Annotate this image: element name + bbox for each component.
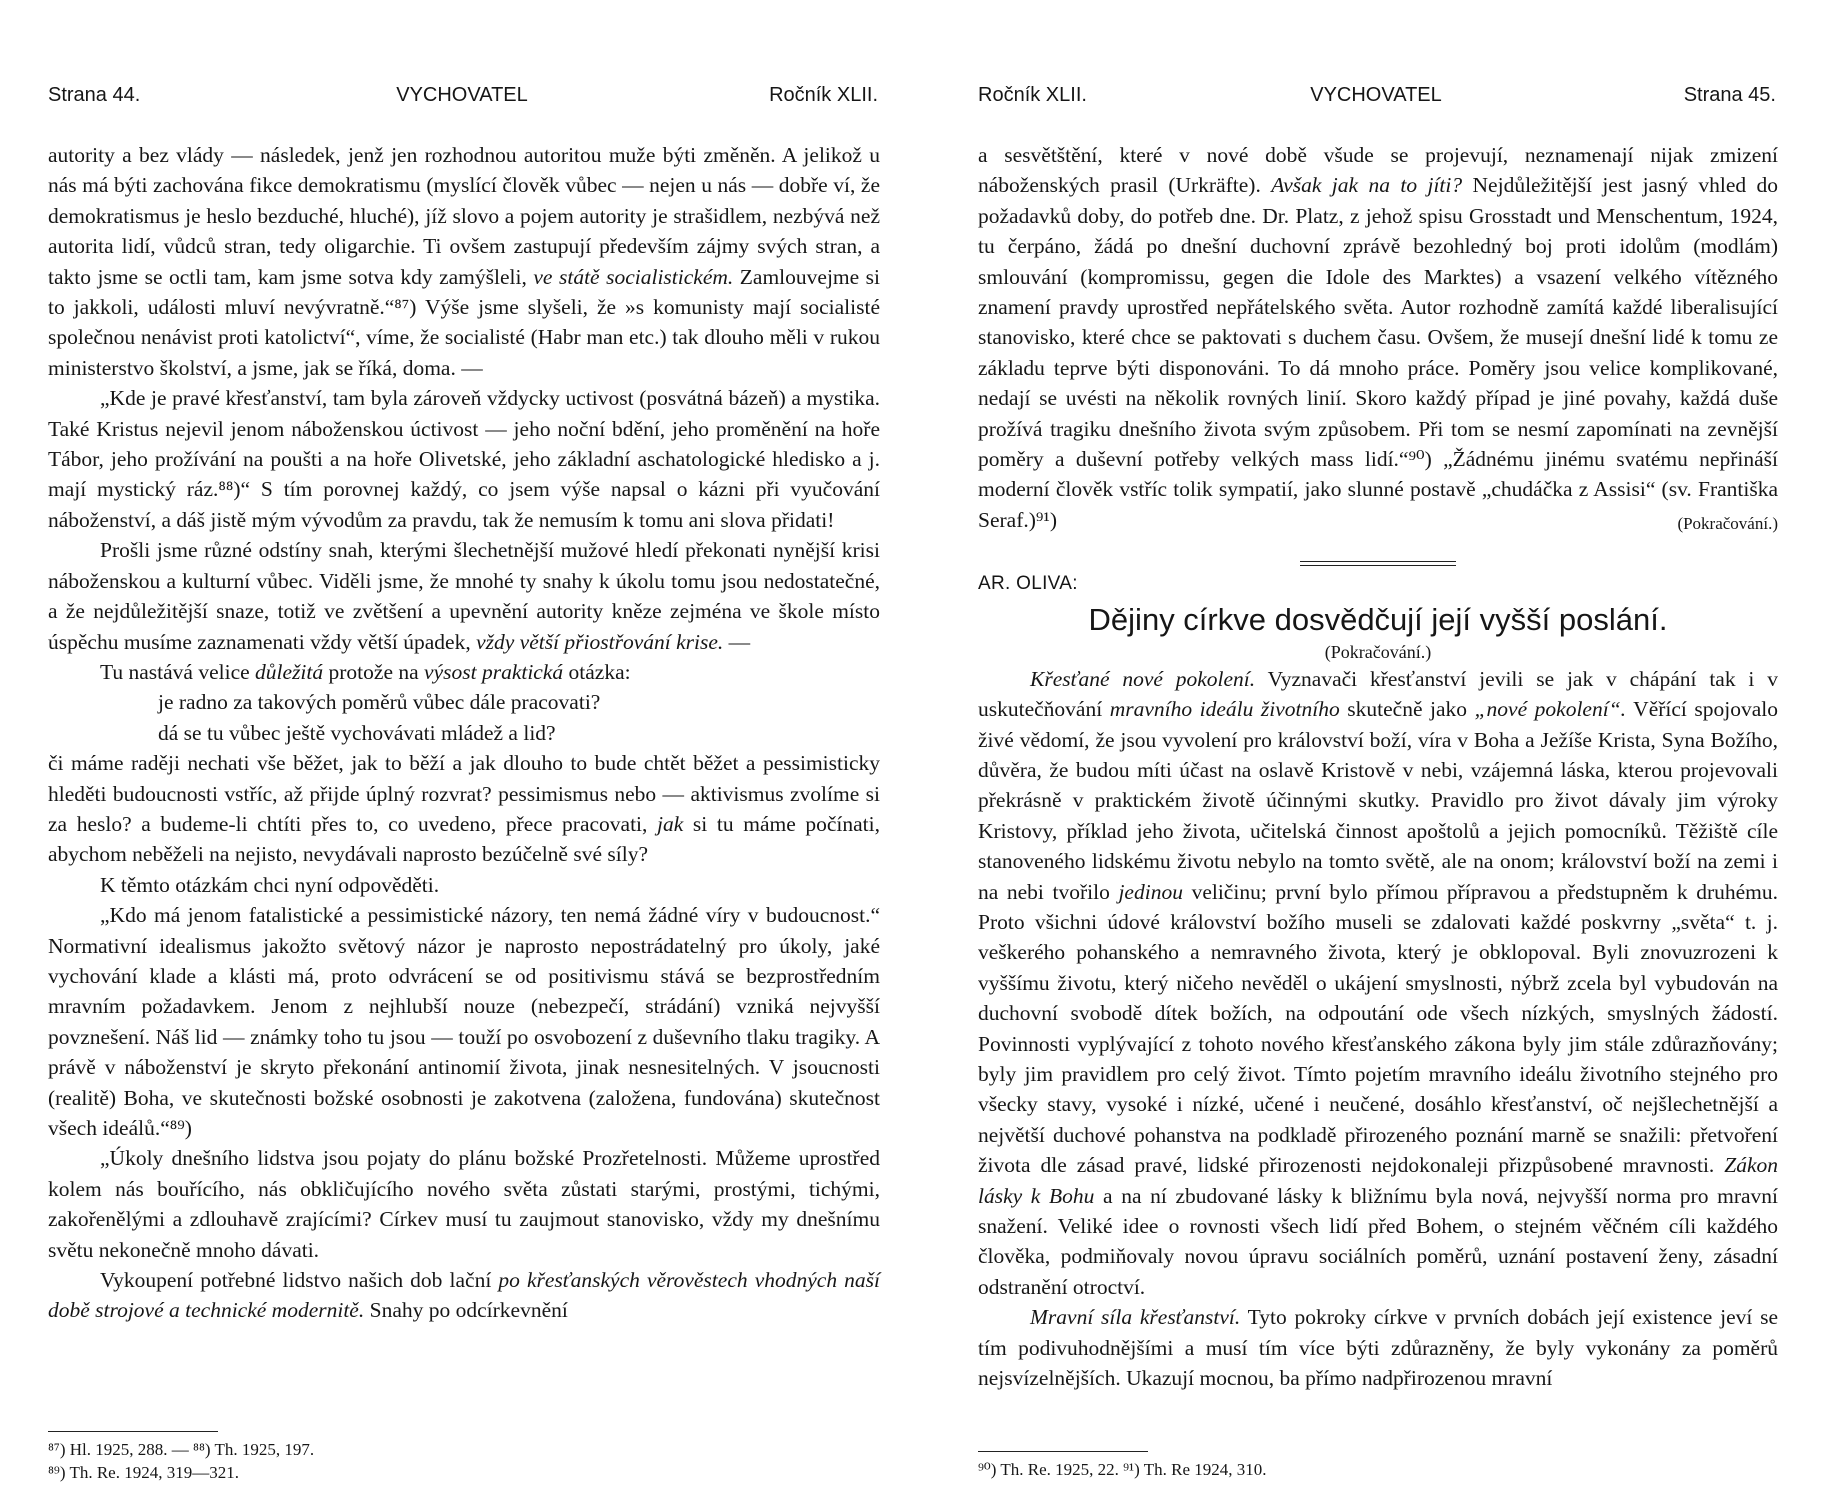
left-journal-title: VYCHOVATEL (396, 84, 528, 106)
footnote-rule (978, 1451, 1148, 1452)
question-line: je radno za takových poměrů vůbec dále pracovati? (158, 690, 601, 715)
paragraph (48, 535, 880, 657)
article-subtitle: (Pokračování.) (1324, 641, 1432, 662)
text-run: — (728, 629, 751, 654)
right-journal-title: VYCHOVATEL (1310, 84, 1442, 106)
right-page-number: Strana 45. (1683, 84, 1776, 106)
article-title: Dějiny církve dosvědčují její vyšší poslání. (1088, 601, 1668, 637)
text-run: skutečně jako (1347, 697, 1468, 722)
italic-run: vždy větší přiostřování krise. (476, 629, 724, 654)
text-run: Věřící spojovalo živé vědomí, že jsou vyvolení pro království boží, víra v Boha a Ježíše Krista, Syna Božího, důvěra, že budou míti účast na oslavě Kristově v nebi, vzájemná láska, kterou projevovali překrásně v praktickém životě účinnými skutky. Pravidlo pro život dávaly jim výroky Kristovy, příklad jeho života, učitelská činnost apoštolů a jejich pomocníků. Těžiště cíle stanoveného lidskému životu nebylo na tomto světě, ale na onom; království boží na zemi i na nebi tvořilo (978, 697, 1779, 904)
text-run: Tyto pokroky církve v prvních dobách její existence jeví se tím podivuhodnějšími a musí tím více býti zdůrazněny, že byly vykonány za poměrů nejsvízelnějších. Ukazují mocnou, ba přímo nadpřirozenou mravní (978, 1305, 1779, 1391)
paragraph (978, 1302, 1778, 1393)
footnote: ⁸⁹) Th. Re. 1924, 319—321. (48, 1463, 239, 1482)
right-page (970, 0, 1782, 1500)
italic-run: výsost praktická (424, 659, 564, 684)
right-volume: Ročník XLII. (978, 84, 1087, 106)
right-footnotes (978, 1433, 1778, 1481)
italic-run: Křesťané nové pokolení. (1030, 666, 1256, 691)
paragraph (48, 140, 880, 383)
text-run: otázka: (568, 659, 631, 684)
italic-run: Mravní síla křesťanství. (1030, 1305, 1241, 1330)
italic-run: po křesťanských věrověstech vhodných naší době strojové a technické modernitě. (48, 1268, 880, 1323)
text-run: veličinu; první bylo přímou přípravou a předstupněm k druhému. Proto všichni údové království božího museli se zdalovati každé poskvrny „světa“ t. j. veškerého pohanského a nemravného života, který je obklopoval. Byli znovuzrozeni k vyššímu životu, který ničeho nevěděl o ukájení smyslnosti, nýbrž zcela byl vybudován na duchovní svobodě dítek božích, na odpoutání ode všech nízkých, smyslných žádostí. Povinnosti vyplývající z tohoto nového křesťanského zákona byly jim stále zdůrazňovány; byly jim pravidlem pro celý život. Tímto pojetím mravního ideálu životního stejného pro všecky stavy, vysoké i nízké, učené i neučené, dosáhlo křesťanství, oč nejšlechetnější a největší duchové pohanstva na podkladě přirozeného poznání marně se snažili: přetvoření života dle zásad pravé, lidské přirozenosti nejdokonaleji přizpůsobené mravnosti. (978, 879, 1779, 1178)
paragraph (48, 748, 880, 870)
text-run: Vykoupení potřebné lidstvo našich dob lační (100, 1268, 492, 1293)
text-run: Tu nastává velice (100, 659, 250, 684)
italic-run: mravního ideálu životního (1109, 697, 1340, 722)
left-footnotes (48, 1413, 884, 1484)
left-page (40, 0, 884, 1500)
italic-run: jedinou (1118, 879, 1183, 904)
paragraph (48, 1265, 880, 1326)
text-run: Snahy po odcírkevnění (369, 1298, 568, 1323)
text-run: Nejdůležitější jest jasný vhled do požadavků doby, do potřeb dne. Dr. Platz, z jehož spisu Grosstadt und Menschentum, 1924, tu čerpáno, žádá po dnešní duchovní zprávě bezohledný boj proti idolům (modlám) smlouvání (kompromissu, gegen die Idole des Marktes) a vsazení velkého vítězného znamení pravdy uprostřed nepřátelského světa. Autor rozhodně zamítá každé liberalisující stanovisko, které chce se paktovati s duchem času. Ovšem, že musejí dnešní lidé k tomu ze základu teprve býti disponováni. To dá mnoho práce. Poměry jsou velice komplikované, nedají se uvésti na několik rovných linií. Skoro každý případ je jiné povahy, každá duše prožívá tragiku dnešního života svým způsobem. Při tom se nesmí zapomínati na zevnější poměry a duševní potřeby velkých mass lidí.“⁹⁰) „Žádnému jinému svatému nepřináší moderní člověk vstříc tolik sympatií, jako slunné postavě „chudáčka z Assisi“ (sv. Františka Seraf.)⁹¹) (978, 173, 1779, 532)
italic-run: „nové pokolení“. (1474, 697, 1627, 722)
italic-run: ve státě socialistickém. (533, 264, 734, 289)
italic-run: důležitá (255, 659, 324, 684)
paragraph (48, 657, 880, 687)
paragraph: „Úkoly dnešního lidstva jsou pojaty do plánu božské Prozřetelnosti. Můžeme uprostřed kolem nás bouřícího, nás obkličujícího nového světa zůstati starými, prostými, tichými, zakořenělými a zdlouhavě zrajícími? Církev musí tu zaujmout stanovisko, vždy my dnešnímu světu nekonečně mnoho dávati. (48, 1146, 880, 1262)
text-run: protože na (328, 659, 419, 684)
text-run: Zamlouvejme si to jakkoli, události mluví nevývratně.“⁸⁷) Výše jsme slyšeli, že »s komunisty mají socialisté společnou nenávist proti katolictví“, víme, že socialisté (Habr man etc.) tak dlouho měli v rukou ministerstvo školství, a jsme, jak se říká, doma. — (48, 264, 881, 380)
text-run: si tu máme počínati, abychom neběželi na nejisto, nevydávali naprosto bezúčelně své síly? (48, 811, 880, 867)
paragraph: „Kde je pravé křesťanství, tam byla zároveň vždycky uctivost (posvátná bázeň) a mystika. Také Kristus nejevil jenom náboženskou úctivost — jeho noční bdění, jeho proměnění na hoře Tábor, jeho prožívání na poušti a na hoře Olivetské, jeho základní aschatologické hledisko a j. mají mystický ráz.⁸⁸)“ S tím porovnej každý, co jsem výše napsal o kázni při vyučování náboženství, a dáš jistě mým vývodům za pravdu, tak že nemusím k tomu ani slova přidati! (48, 386, 880, 532)
footnote-rule (48, 1431, 218, 1432)
text-run: a sesvětštění, které v nové době všude se projevují, neznamenají nijak zmizení náboženských prasil (Urkräfte). (978, 143, 1778, 198)
left-volume: Ročník XLII. (769, 84, 878, 106)
italic-run: Avšak jak na to jíti? (1271, 173, 1463, 198)
text-run: Vyznavači křesťanství jevili se jak v chápání tak i v uskutečňování (978, 666, 1778, 722)
paragraph: K těmto otázkám chci nyní odpověděti. (100, 872, 440, 897)
text-run: či máme raději nechati vše běžet, jak to běží a jak dlouho to bude chtět běžet a pessimisticky hleděti budoucnosti vstříc, až přijde úplný rozvrat? pessimismus nebo — aktivismus zvolíme si za heslo? a budeme-li chtíti přes to, co uvedeno, přece pracovati, (48, 751, 880, 836)
italic-run: Zákon lásky k Bohu (978, 1153, 1778, 1208)
text-run: Prošli jsme různé odstíny snah, kterými šlechetnější mužové hledí překonati nynější krisi náboženskou a kulturní vůbec. Viděli jsme, že mnohé ty snahy k úkolu tomu jsou nedostatečné, a že nejdůležitější snaze, totiž ve zvětšení a upevnění autority kněze zejména ve škole místo úspěchu musíme zaznamenati vždy větší úpadek, (48, 538, 880, 654)
paragraph (978, 140, 1778, 535)
right-running-head (970, 84, 1782, 110)
left-body-text (48, 140, 880, 1326)
left-page-number: Strana 44. (48, 84, 141, 106)
paragraph (978, 664, 1778, 1303)
italic-run: jak (657, 811, 684, 836)
footnote: ⁹⁰) Th. Re. 1925, 22. ⁹¹) Th. Re 1924, 310. (978, 1460, 1267, 1479)
continuation-note: (Pokračování.) (1677, 513, 1778, 533)
right-body-text (978, 140, 1778, 1393)
left-running-head (40, 84, 884, 110)
article-author: AR. OLIVA: (978, 573, 1078, 595)
text-run: autority a bez vlády — následek, jenž jen rozhodnou autoritou muže býti změněn. A jelikož u nás má býti zachována fikce demokratismu (myslící člověk vůbec — nejen u nás — dobře ví, že demokratismus je heslo bezduché, hluché), jíž slovo a pojem autority je strašidlem, nezbývá než autorita lidí, vůdců stran, tedy oligarchie. Ti ovšem zastupují především zájmy svých stran, a takto jsme se octli tam, kam jsme sotva kdy zamýšleli, (48, 143, 880, 289)
text-run: a na ní zbudované lásky k bližnímu byla nová, nejvyšší norma pro mravní snažení. Veliké idee o rovnosti všech lidí před Bohem, o stejném věčném cíli každého člověka, podmiňovaly novou úpravu sociálních poměrů, uznání postavení ženy, zásadní odstranění otroctví. (978, 1183, 1779, 1299)
footnote: ⁸⁷) Hl. 1925, 288. — ⁸⁸) Th. 1925, 197. (48, 1440, 315, 1459)
paragraph: „Kdo má jenom fatalistické a pessimistické názory, ten nemá žádné víry v budoucnost.“ Normativní idealismus jakožto světový názor je naprosto nepostrádatelný pro úkoly, jaké vychování klade a klásti má, proto odvrácení se od positivismu stává se bezprostředním mravním požadavkem. Jenom z nejhlubší nouze (nebezpečí, strádání) vzniká nejvyšší povznešení. Náš lid — známky toho tu jsou — touží po osvobození z duševního tlaku tragiky. A právě v náboženství je skryto překonání antinomií života, jinak nesnesitelných. V jsoucnosti (realitě) Boha, ve skutečnosti božské osobnosti je zakotvena (založena, fundována) skutečnost všech ideálů.“⁸⁹) (48, 903, 880, 1140)
question-line: dá se tu vůbec ještě vychovávati mládež a lid? (158, 720, 556, 745)
section-divider (1300, 561, 1456, 569)
